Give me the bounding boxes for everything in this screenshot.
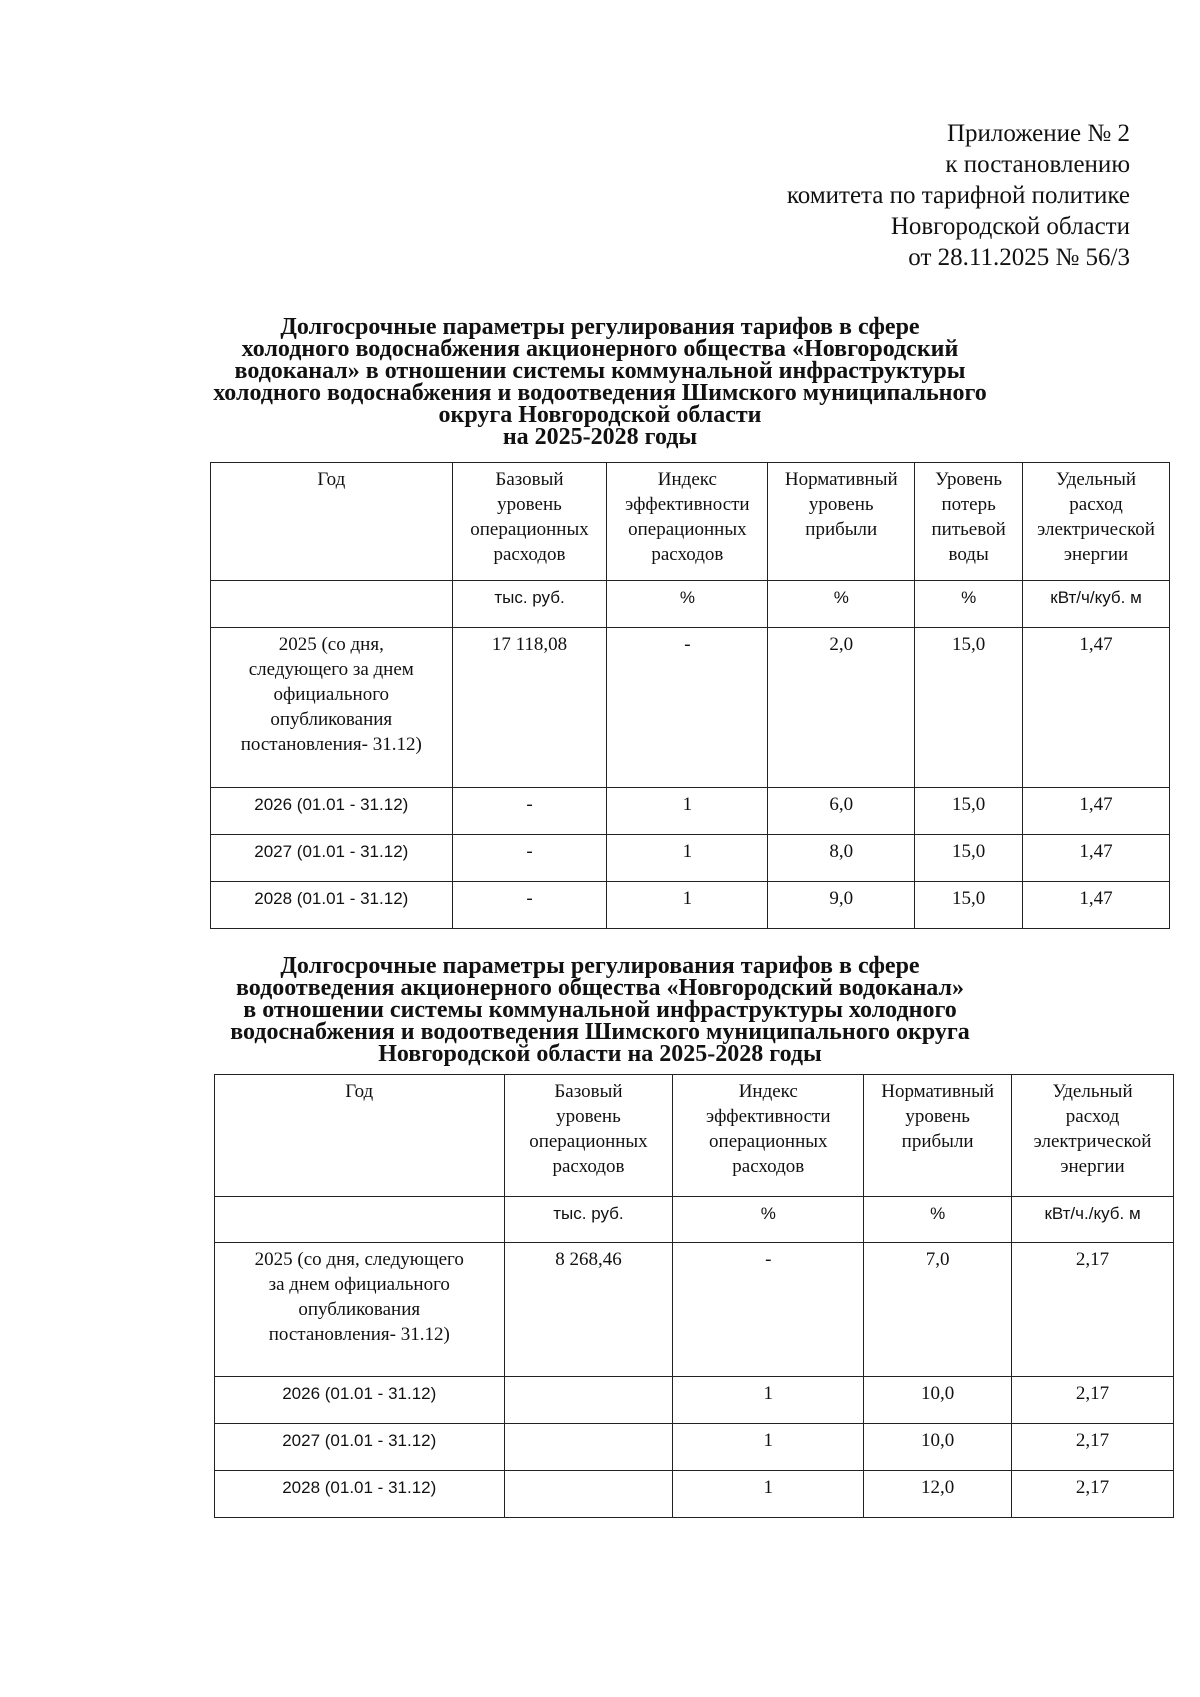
- table1-title-line: округа Новгородской области: [438, 402, 762, 428]
- table2-units-row: [215, 1197, 1174, 1243]
- profit-level-cell: 6,0: [768, 788, 915, 835]
- base-opex-cell: 17 118,08: [452, 628, 607, 788]
- profit-level-cell: 2,0: [768, 628, 915, 788]
- base-opex-cell: [504, 1377, 673, 1424]
- energy-consumption-cell: 1,47: [1023, 835, 1170, 882]
- year-cell: 2026 (01.01 - 31.12): [215, 1377, 505, 1424]
- efficiency-index-cell: -: [673, 1243, 864, 1377]
- table1-header-cell: Удельный расход электрической энергии: [1023, 463, 1170, 581]
- appendix-region: Новгородской области: [890, 213, 1130, 240]
- table1-unit-cell: кВт/ч/куб. м: [1023, 581, 1170, 628]
- table-row: [215, 1471, 1174, 1518]
- table1-header-cell: Уровень потерь питьевой воды: [915, 463, 1023, 581]
- table1-title-line: Долгосрочные параметры регулирования тарифов в сфере: [280, 314, 920, 340]
- year-cell: 2027 (01.01 - 31.12): [215, 1424, 505, 1471]
- base-opex-cell: [504, 1471, 673, 1518]
- table2-header-row: [215, 1075, 1174, 1197]
- profit-level-cell: 12,0: [864, 1471, 1012, 1518]
- table1-unit-cell: тыс. руб.: [452, 581, 607, 628]
- base-opex-cell: 8 268,46: [504, 1243, 673, 1377]
- table2-unit-cell: %: [673, 1197, 864, 1243]
- base-opex-cell: -: [452, 835, 607, 882]
- table1-unit-cell: %: [607, 581, 768, 628]
- energy-consumption-cell: 2,17: [1012, 1243, 1174, 1377]
- efficiency-index-cell: 1: [607, 882, 768, 929]
- table2-header-cell: Удельный расход электрической энергии: [1012, 1075, 1174, 1197]
- table2-header-cell: Год: [215, 1075, 505, 1197]
- table2-title-line: Новгородской области на 2025-2028 годы: [378, 1041, 822, 1067]
- table2-header-cell: Нормативный уровень прибыли: [864, 1075, 1012, 1197]
- table2-header-cell: Индекс эффективности операционных расходов: [673, 1075, 864, 1197]
- table2-header-cell: Базовый уровень операционных расходов: [504, 1075, 673, 1197]
- table1-title-line: холодного водоснабжения и водоотведения Шимского муниципального: [213, 380, 987, 406]
- water-losses-cell: 15,0: [915, 788, 1023, 835]
- table-row: [215, 1243, 1174, 1377]
- year-cell: 2025 (со дня, следующего за днем официального опубликования постановления- 31.12): [211, 628, 453, 788]
- table2-unit-cell: [215, 1197, 505, 1243]
- table-row: [215, 1377, 1174, 1424]
- appendix-committee: комитета по тарифной политике: [786, 182, 1130, 209]
- table-row: [211, 628, 1170, 788]
- year-cell: 2028 (01.01 - 31.12): [215, 1471, 505, 1518]
- table2-title-line: водоснабжения и водоотведения Шимского муниципального округа: [230, 1019, 970, 1045]
- table1-unit-cell: %: [768, 581, 915, 628]
- table1-title: [0, 316, 1200, 448]
- table1-units-row: [211, 581, 1170, 628]
- table1-title-line: на 2025-2028 годы: [502, 424, 698, 450]
- appendix-reference: [787, 118, 1130, 273]
- table1-header-cell: Год: [211, 463, 453, 581]
- efficiency-index-cell: 1: [673, 1424, 864, 1471]
- table1-header-cell: Нормативный уровень прибыли: [768, 463, 915, 581]
- profit-level-cell: 7,0: [864, 1243, 1012, 1377]
- energy-consumption-cell: 2,17: [1012, 1377, 1174, 1424]
- table2-title-line: Долгосрочные параметры регулирования тарифов в сфере: [280, 953, 920, 979]
- table1-unit-cell: %: [915, 581, 1023, 628]
- table1-header-cell: Индекс эффективности операционных расходов: [607, 463, 768, 581]
- profit-level-cell: 9,0: [768, 882, 915, 929]
- table2-unit-cell: тыс. руб.: [504, 1197, 673, 1243]
- base-opex-cell: -: [452, 788, 607, 835]
- table1-title-line: водоканал» в отношении системы коммунальной инфраструктуры: [234, 358, 966, 384]
- appendix-date-number: от 28.11.2025 № 56/3: [908, 244, 1130, 271]
- table2-title-line: в отношении системы коммунальной инфраструктуры холодного: [243, 997, 957, 1023]
- table-row: [211, 882, 1170, 929]
- energy-consumption-cell: 2,17: [1012, 1471, 1174, 1518]
- profit-level-cell: 10,0: [864, 1377, 1012, 1424]
- water-supply-parameters-table: [210, 462, 1170, 929]
- profit-level-cell: 10,0: [864, 1424, 1012, 1471]
- table2-title: [0, 955, 1200, 1065]
- efficiency-index-cell: 1: [673, 1377, 864, 1424]
- energy-consumption-cell: 1,47: [1023, 628, 1170, 788]
- water-losses-cell: 15,0: [915, 882, 1023, 929]
- table-row: [215, 1424, 1174, 1471]
- table2-unit-cell: %: [864, 1197, 1012, 1243]
- appendix-number: Приложение № 2: [946, 120, 1130, 147]
- year-cell: 2027 (01.01 - 31.12): [211, 835, 453, 882]
- efficiency-index-cell: 1: [607, 788, 768, 835]
- year-cell: 2025 (со дня, следующего за днем официального опубликования постановления- 31.12): [215, 1243, 505, 1377]
- water-losses-cell: 15,0: [915, 628, 1023, 788]
- table1-header-cell: Базовый уровень операционных расходов: [452, 463, 607, 581]
- table2-unit-cell: кВт/ч./куб. м: [1012, 1197, 1174, 1243]
- wastewater-parameters-table: [214, 1074, 1174, 1518]
- energy-consumption-cell: 1,47: [1023, 788, 1170, 835]
- base-opex-cell: -: [452, 882, 607, 929]
- profit-level-cell: 8,0: [768, 835, 915, 882]
- table-row: [211, 835, 1170, 882]
- year-cell: 2028 (01.01 - 31.12): [211, 882, 453, 929]
- table1-unit-cell: [211, 581, 453, 628]
- energy-consumption-cell: 1,47: [1023, 882, 1170, 929]
- table1-header-row: [211, 463, 1170, 581]
- appendix-resolution: к постановлению: [945, 151, 1130, 178]
- year-cell: 2026 (01.01 - 31.12): [211, 788, 453, 835]
- efficiency-index-cell: -: [607, 628, 768, 788]
- efficiency-index-cell: 1: [607, 835, 768, 882]
- table-row: [211, 788, 1170, 835]
- energy-consumption-cell: 2,17: [1012, 1424, 1174, 1471]
- table1-title-line: холодного водоснабжения акционерного общества «Новгородский: [241, 336, 959, 362]
- efficiency-index-cell: 1: [673, 1471, 864, 1518]
- base-opex-cell: [504, 1424, 673, 1471]
- water-losses-cell: 15,0: [915, 835, 1023, 882]
- table2-title-line: водоотведения акционерного общества «Новгородский водоканал»: [236, 975, 964, 1001]
